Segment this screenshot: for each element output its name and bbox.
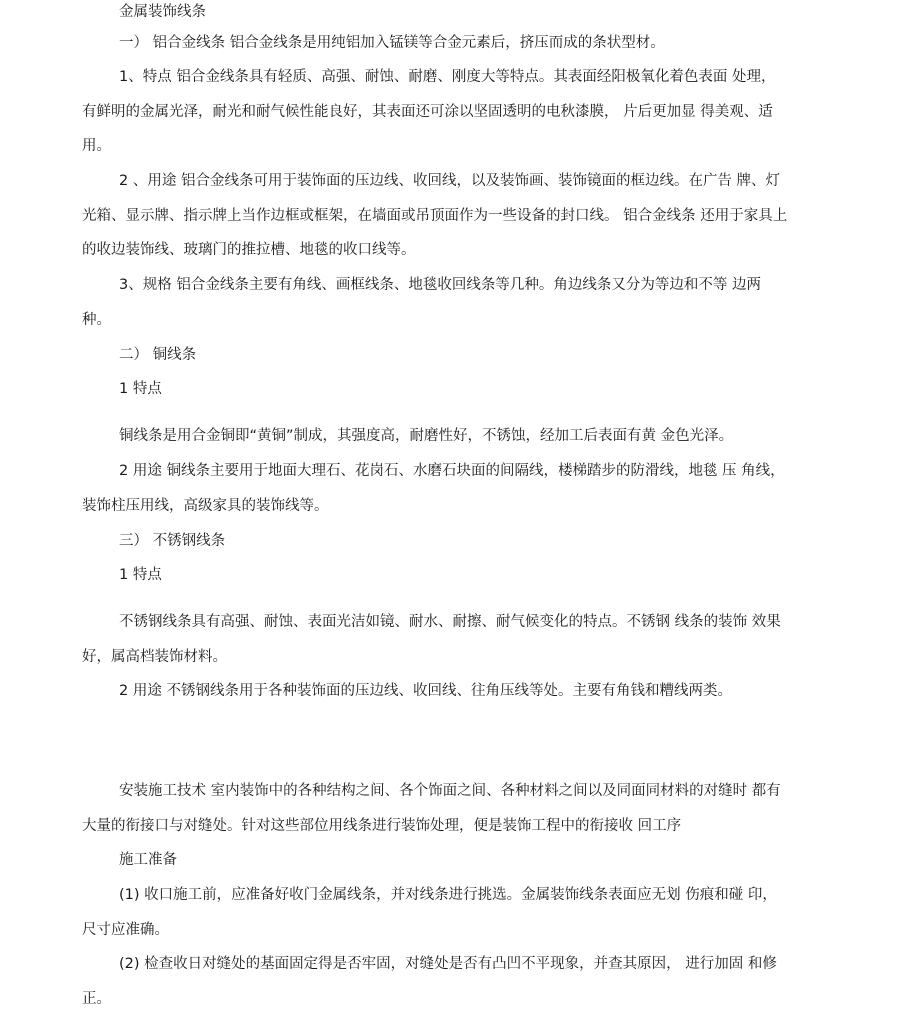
paragraph-line: 的收边装饰线、玻璃门的推拉槽、地毯的收口线等。 — [82, 242, 416, 258]
paragraph-line: 正。 — [82, 991, 111, 1007]
paragraph-line: 有鲜明的金属光泽，耐光和耐气候性能良好，其表面还可涂以坚固透明的电秋漆膜， 片后更加显 得美观、适 — [82, 104, 773, 120]
subsection-heading: 1 特点 — [119, 567, 162, 583]
paragraph-line: 安装施工技术 室内装饰中的各种结构之间、各个饰面之间、各种材料之间以及同面同材料的对缝时 都有 — [119, 783, 781, 799]
paragraph-line: 好，属高档装饰材料。 — [82, 649, 227, 665]
paragraph-line: 大量的衔接口与对缝处。针对这些部位用线条进行装饰处理，便是装饰工程中的衔接收 回工序 — [82, 818, 682, 834]
paragraph-line: 装饰柱压用线，高级家具的装饰线等。 — [82, 498, 329, 514]
paragraph-line: 不锈钢线条具有高强、耐蚀、表面光洁如镜、耐水、耐擦、耐气候变化的特点。不锈钢 线条的装饰 效果 — [119, 614, 781, 630]
paragraph-line: 铜线条是用合金铜即“黄铜”制成，其强度高，耐磨性好，不锈蚀，经加工后表面有黄 金色光泽。 — [119, 428, 734, 444]
paragraph-line: 用。 — [82, 138, 111, 154]
document-title: 金属装饰线条 — [119, 4, 206, 20]
paragraph-line: (2) 检查收日对缝处的基面固定得是否牢固，对缝处是否有凸凹不平现象，并查其原因， 进行加固 和修 — [119, 956, 777, 972]
subsection-heading: 1 特点 — [119, 381, 162, 397]
paragraph-line: (1) 收口施工前，应准备好收门金属线条，并对线条进行挑选。金属装饰线条表面应无划 伤痕和碰 印， — [119, 887, 777, 903]
paragraph-line: 2 、用途 铝合金线条可用于装饰面的压边线、收回线，以及装饰画、装饰镜面的框边线。在广告 牌、灯 — [119, 173, 781, 189]
paragraph-line: 一） 铝合金线条 铝合金线条是用纯铝加入锰镁等合金元素后，挤压而成的条状型材。 — [119, 35, 665, 51]
paragraph-line: 3、规格 铝合金线条主要有角线、画框线条、地毯收回线条等几种。角边线条又分为等边和不等 边两 — [119, 277, 761, 293]
section-heading: 二） 铜线条 — [119, 347, 197, 363]
section-heading: 三） 不锈钢线条 — [119, 533, 226, 549]
paragraph-line: 1、特点 铝合金线条具有轻质、高强、耐蚀、耐磨、刚度大等特点。其表面经阳极氧化着色表面 处理， — [119, 69, 776, 85]
paragraph-line: 2 用途 铜线条主要用于地面大理石、花岗石、水磨石块面的间隔线，楼梯踏步的防滑线，地毯 压 角线， — [119, 463, 785, 479]
paragraph-line: 尺寸应准确。 — [82, 922, 169, 938]
paragraph-line: 2 用途 不锈钢线条用于各种装饰面的压边线、收回线、往角压线等处。主要有角钱和糟线两类。 — [119, 683, 732, 699]
paragraph-line: 光箱、显示牌、指示牌上当作边框或框架，在墙面或吊顶面作为一些设备的封口线。 铝合金线条 还用于家具上 — [82, 208, 788, 224]
subsection-heading: 施工准备 — [119, 852, 177, 868]
paragraph-line: 种。 — [82, 312, 111, 328]
